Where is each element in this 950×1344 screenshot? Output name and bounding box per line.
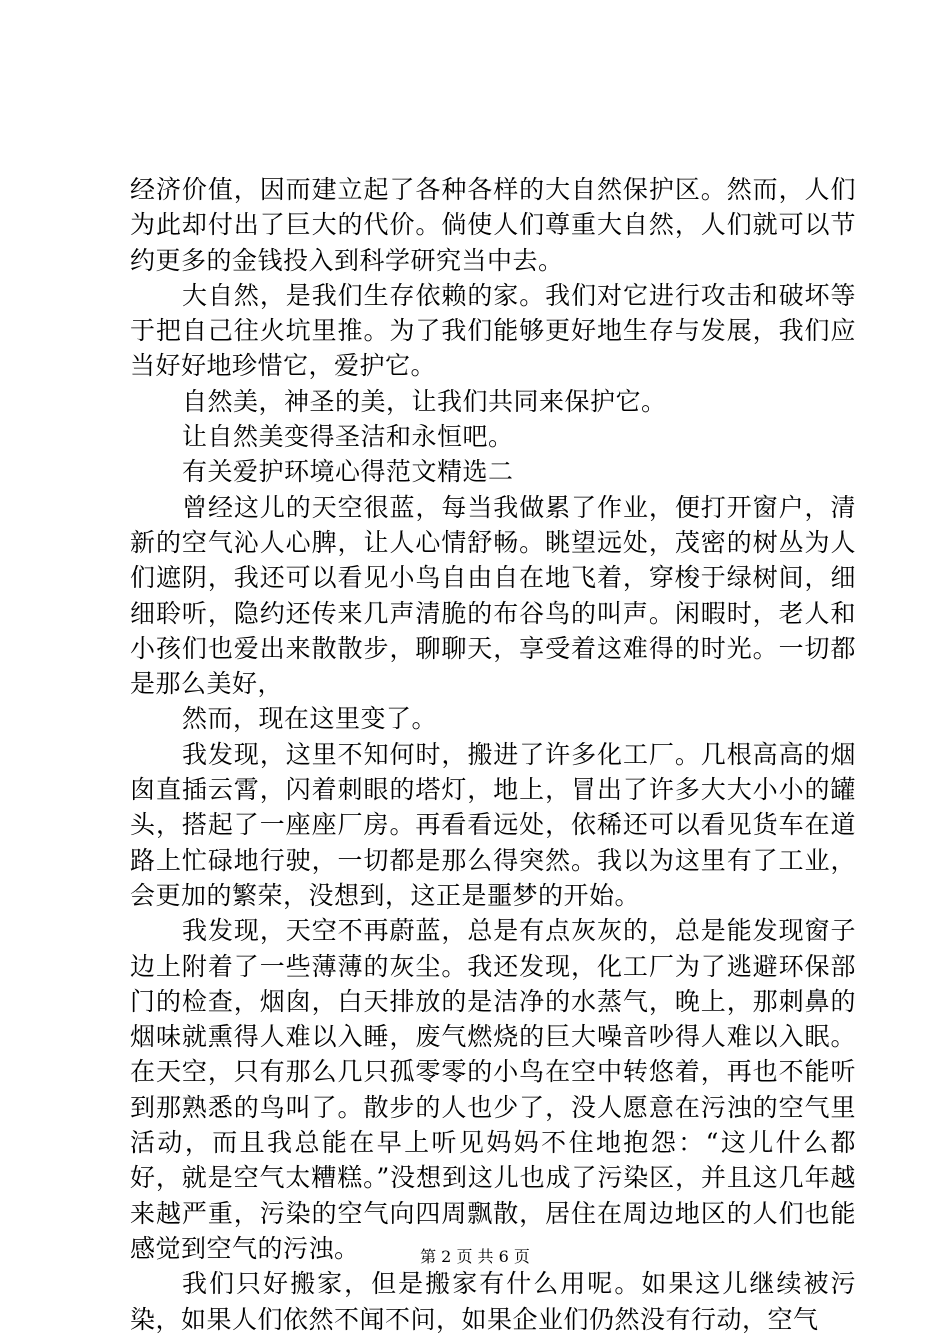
page-number-footer: 第 2 页 共 6 页 [420,1247,530,1266]
paragraph-1: 经济价值，因而建立起了各种各样的大自然保护区。然而，人们为此却付出了巨大的代价。倘使人们尊重大自然，人们就可以节约更多的金钱投入到科学研究当中去。 [130,175,856,275]
paragraph-6: 曾经这儿的天空很蓝，每当我做累了作业，便打开窗户，清新的空气沁人心脾，让人心情舒畅。眺望远处，茂密的树丛为人们遮阴，我还可以看见小鸟自由自在地飞着，穿梭于绿树间，细细聆听，隐约还传来几声清脆的布谷鸟的叫声。闲暇时，老人和小孩们也爱出来散散步，聊聊天，享受着这难得的时光。一切都是那么美好， [130,492,856,699]
paragraph-3: 自然美，神圣的美，让我们共同来保护它。 [182,386,667,416]
paragraph-2: 大自然，是我们生存依赖的家。我们对它进行攻击和破坏等于把自己往火坑里推。为了我们能够更好地生存与发展，我们应当好好地珍惜它，爱护它。 [130,280,856,381]
section-heading: 有关爱护环境心得范文精选二 [182,457,514,487]
paragraph-10: 我们只好搬家，但是搬家有什么用呢。如果这儿继续被污染，如果人们依然不闻不问，如果企业们仍然没有行动，空气 [130,1269,856,1334]
paragraph-7: 然而，现在这里变了。 [182,704,438,734]
body-text [130,172,856,1337]
paragraph-4: 让自然美变得圣洁和永恒吧。 [182,422,514,452]
paragraph-8: 我发现，这里不知何时，搬进了许多化工厂。几根高高的烟囱直插云霄，闪着刺眼的塔灯，地上，冒出了许多大大小小的罐头，搭起了一座座厂房。再看看远处，依稀还可以看见货车在道路上忙碌地行驶，一切都是那么得突然。我以为这里有了工业，会更加的繁荣，没想到，这正是噩梦的开始。 [130,739,856,910]
paragraph-9: 我发现，天空不再蔚蓝，总是有点灰灰的，总是能发现窗子边上附着了一些薄薄的灰尘。我还发现，化工厂为了逃避环保部门的检查，烟囱，白天排放的是洁净的水蒸气，晚上，那刺鼻的烟味就熏得人难以入睡，废气燃烧的巨大噪音吵得人难以入眠。在天空，只有那么几只孤零零的小鸟在空中转悠着，再也不能听到那熟悉的鸟叫了。散步的人也少了，没人愿意在污浊的空气里活动，而且我总能在早上听见妈妈不住地抱怨：“这儿什么都好，就是空气太糟糕。”没想到这儿也成了污染区，并且这几年越来越严重，污染的空气向四周飘散，居住在周边地区的人们也能感觉到空气的污浊。 [130,916,856,1263]
